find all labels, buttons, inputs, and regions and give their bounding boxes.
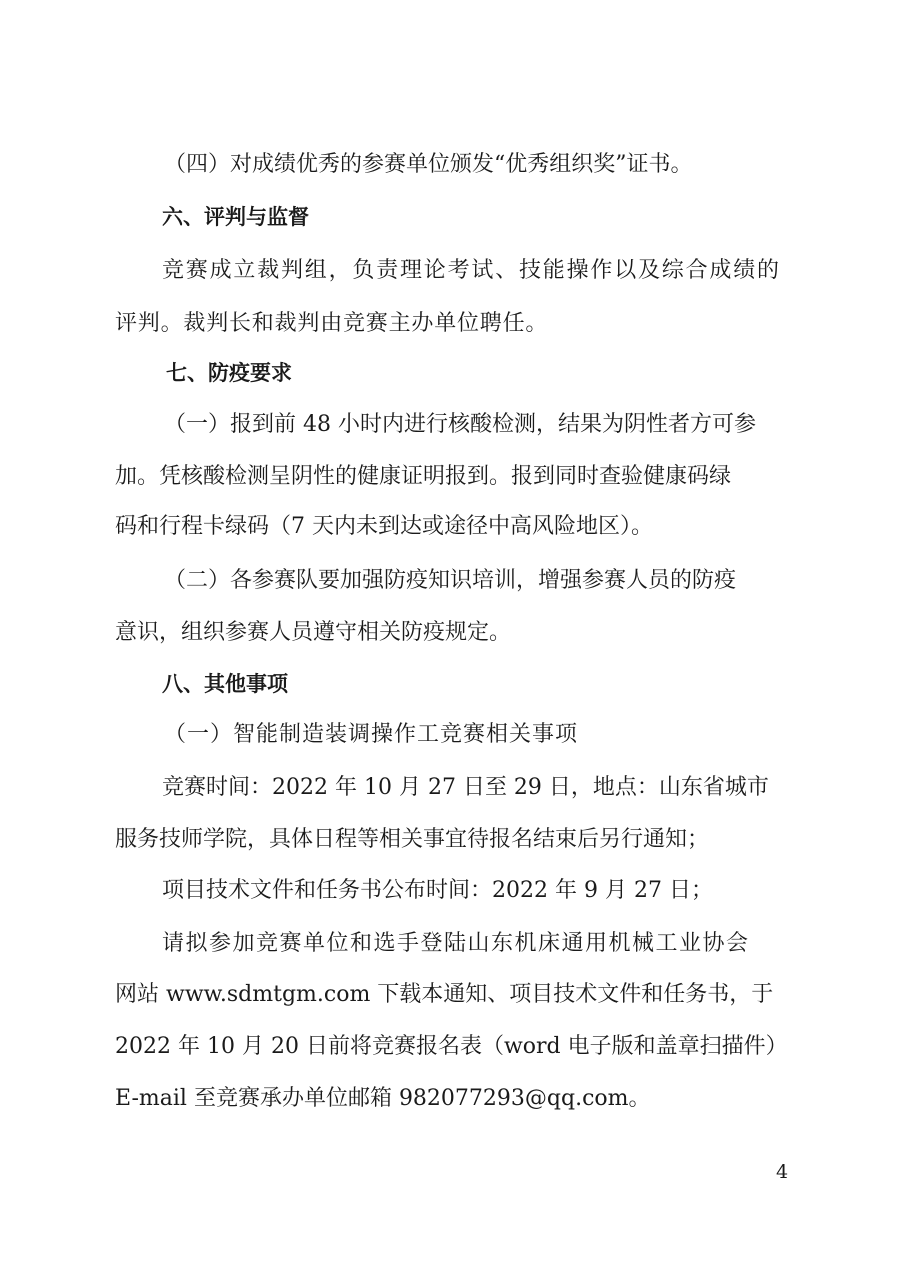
registration-line-4: E-mail 至竞赛承办单位邮箱 982077293@qq.com。 — [115, 1086, 651, 1111]
registration-line-1: 请拟参加竞赛单位和选手登陆山东机床通用机械工业协会 — [162, 931, 750, 956]
epidemic-clause-2-line-1: （二）各参赛队要加强防疫知识培训，增强参赛人员的防疫 — [164, 568, 737, 593]
other-clause-1-title: （一）智能制造装调操作工竞赛相关事项 — [164, 722, 579, 747]
judging-paragraph-line-2: 评判。裁判长和裁判由竞赛主办单位聘任。 — [115, 311, 549, 336]
epidemic-clause-1-line-1: （一）报到前 48 小时内进行核酸检测，结果为阴性者方可参 — [164, 412, 756, 437]
epidemic-clause-1-line-3: 码和行程卡绿码（7 天内未到达或途径中高风险地区）。 — [115, 514, 653, 539]
judging-paragraph-line-1: 竞赛成立裁判组，负责理论考试、技能操作以及综合成绩的 — [162, 258, 781, 283]
page-number: 4 — [776, 1161, 789, 1183]
epidemic-clause-1-line-2: 加。凭核酸检测呈阴性的健康证明报到。报到同时查验健康码绿 — [115, 464, 732, 489]
competition-time-line-1: 竞赛时间：2022 年 10 月 27 日至 29 日，地点：山东省城市 — [162, 775, 769, 800]
award-clause: （四）对成绩优秀的参赛单位颁发“优秀组织奖”证书。 — [164, 152, 693, 177]
registration-line-2: 网站 www.sdmtgm.com 下载本通知、项目技术文件和任务书，于 — [115, 982, 774, 1007]
epidemic-clause-2-line-2: 意识，组织参赛人员遵守相关防疫规定。 — [115, 620, 512, 645]
registration-line-3: 2022 年 10 月 20 日前将竞赛报名表（word 电子版和盖章扫描件） — [115, 1034, 788, 1059]
task-publish-time: 项目技术文件和任务书公布时间：2022 年 9 月 27 日； — [162, 878, 713, 903]
section-heading-epidemic: 七、防疫要求 — [166, 361, 292, 385]
section-heading-other: 八、其他事项 — [162, 672, 288, 696]
competition-time-line-2: 服务技师学院，具体日程等相关事宜待报名结束后另行通知； — [115, 827, 710, 852]
section-heading-judging: 六、评判与监督 — [162, 205, 309, 229]
